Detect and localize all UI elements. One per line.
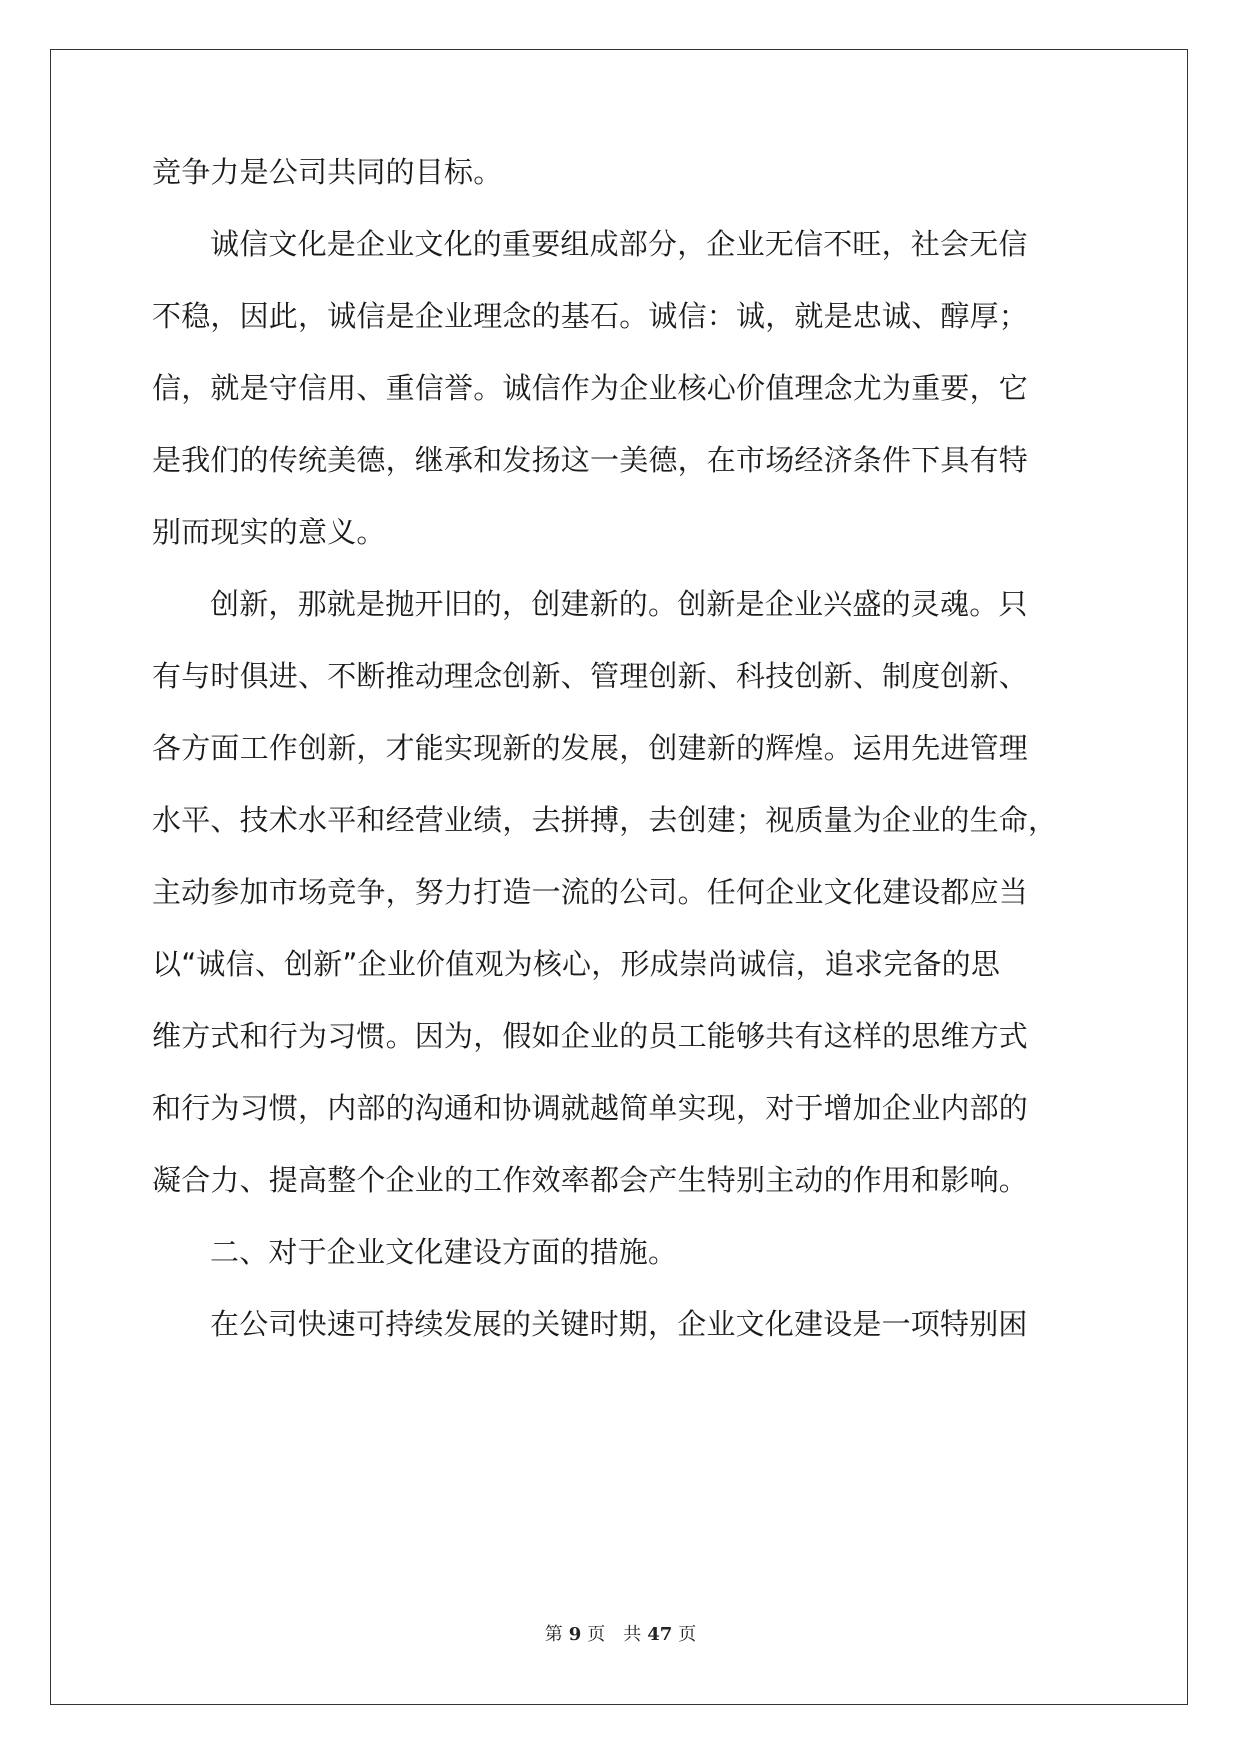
paragraph-first-line: 诚信文化是企业文化的重要组成部分，企业无信不旺，社会无信 (210, 227, 1028, 261)
text-line: 是我们的传统美德，继承和发扬这一美德，在市场经济条件下具有特 (152, 443, 1029, 477)
page-suffix: 页 (587, 1624, 606, 1645)
text-line: 主动参加市场竞争，努力打造一流的公司。任何企业文化建设都应当 (152, 875, 1029, 909)
text-line: 有与时俱进、不断推动理念创新、管理创新、科技创新、制度创新、 (152, 659, 1029, 693)
total-pages: 47 (647, 1624, 673, 1645)
total-suffix: 页 (678, 1624, 697, 1645)
text-line: 别而现实的意义。 (152, 515, 386, 549)
text-line: 各方面工作创新，才能实现新的发展，创建新的辉煌。运用先进管理 (152, 731, 1029, 765)
page-number: 9 (568, 1624, 582, 1645)
text-line: 和行为习惯，内部的沟通和协调就越简单实现，对于增加企业内部的 (152, 1091, 1029, 1125)
paragraph-first-line: 在公司快速可持续发展的关键时期，企业文化建设是一项特别困 (210, 1307, 1028, 1341)
text-line: 信，就是守信用、重信誉。诚信作为企业核心价值理念尤为重要，它 (152, 371, 1029, 405)
paragraph-first-line: 创新，那就是抛开旧的，创建新的。创新是企业兴盛的灵魂。只 (210, 587, 1028, 621)
text-line: 水平、技术水平和经营业绩，去拼搏，去创建；视质量为企业的生命， (152, 803, 1058, 837)
page-prefix: 第 (544, 1624, 563, 1645)
text-line: 竞争力是公司共同的目标。 (152, 155, 503, 189)
total-prefix: 共 (623, 1624, 642, 1645)
text-line: 不稳，因此，诚信是企业理念的基石。诚信：诚，就是忠诚、醇厚； (152, 299, 1029, 333)
text-line: 以“诚信、创新”企业价值观为核心，形成崇尚诚信，追求完备的思 (152, 947, 1001, 981)
section-heading: 二、对于企业文化建设方面的措施。 (210, 1235, 678, 1269)
page-footer (0, 1623, 1241, 1647)
text-line: 维方式和行为习惯。因为，假如企业的员工能够共有这样的思维方式 (152, 1019, 1029, 1053)
text-line: 凝合力、提高整个企业的工作效率都会产生特别主动的作用和影响。 (152, 1163, 1029, 1197)
